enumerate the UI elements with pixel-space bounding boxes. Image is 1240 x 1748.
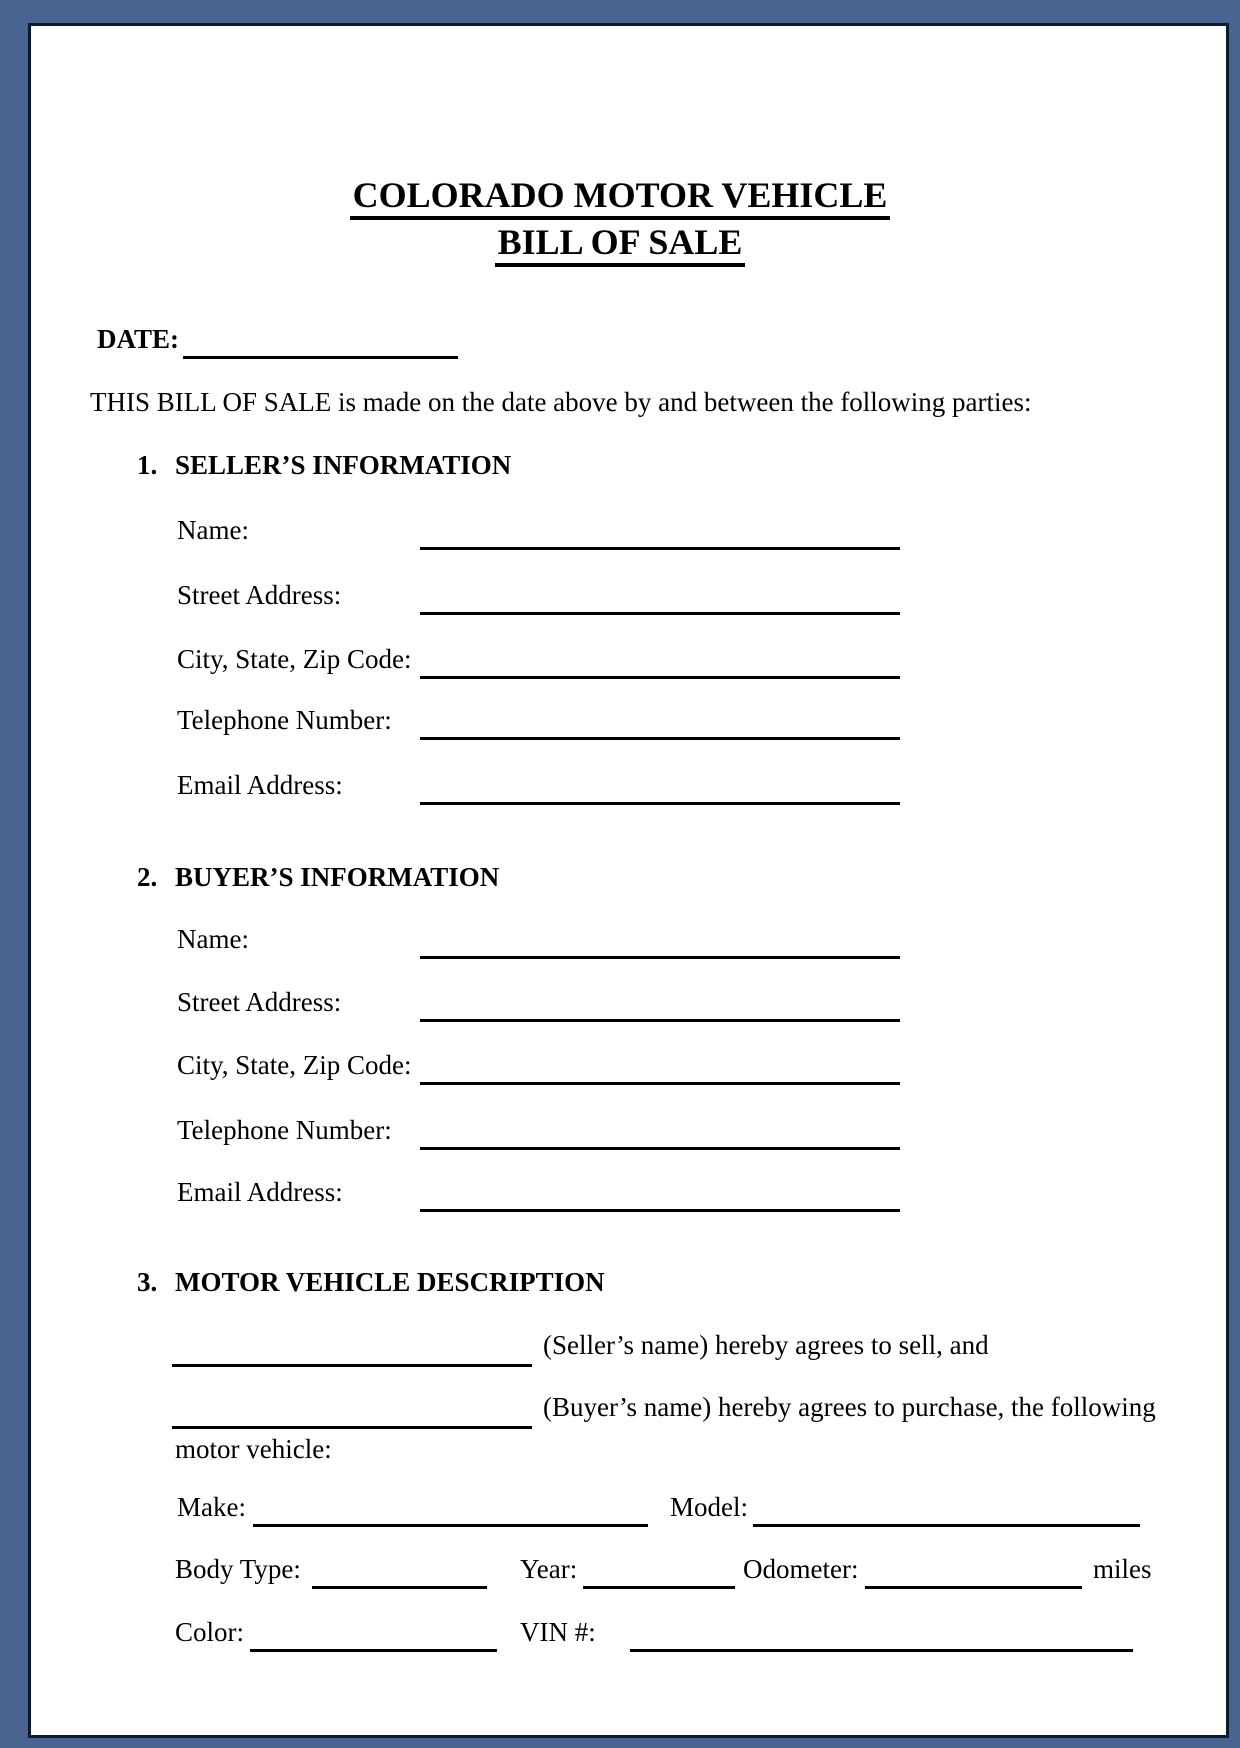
seller-name-line[interactable]: [420, 513, 900, 550]
seller-clause-name-line[interactable]: [172, 1330, 532, 1367]
odometer-line[interactable]: [865, 1552, 1082, 1589]
section-3-heading-text: MOTOR VEHICLE DESCRIPTION: [175, 1267, 605, 1297]
seller-name-label: Name:: [177, 515, 249, 545]
buyer-email-label: Email Address:: [177, 1177, 343, 1207]
document-title-line1: COLORADO MOTOR VEHICLE: [350, 175, 891, 220]
seller-email-line[interactable]: [420, 768, 900, 805]
seller-phone-label: Telephone Number:: [177, 705, 392, 735]
year-line[interactable]: [583, 1552, 735, 1589]
buyer-city-label: City, State, Zip Code:: [177, 1050, 412, 1080]
document-title-line1-row: [0, 173, 1240, 220]
buyer-phone-line[interactable]: [420, 1113, 900, 1150]
seller-email-label: Email Address:: [177, 770, 343, 800]
section-1-heading-text: SELLER’S INFORMATION: [175, 450, 512, 480]
buyer-clause-text: (Buyer’s name) hereby agrees to purchase, the following: [543, 1392, 1156, 1422]
section-1-heading: [137, 448, 511, 482]
intro-paragraph: THIS BILL OF SALE is made on the date above by and between the following parties:: [90, 387, 1032, 417]
model-line[interactable]: [753, 1490, 1140, 1527]
make-label: Make:: [177, 1492, 246, 1522]
seller-clause-text: (Seller’s name) hereby agrees to sell, and: [543, 1330, 989, 1360]
buyer-clause-continuation: motor vehicle:: [175, 1434, 332, 1464]
vin-line[interactable]: [630, 1615, 1133, 1652]
buyer-street-label: Street Address:: [177, 987, 342, 1017]
seller-street-label: Street Address:: [177, 580, 342, 610]
seller-phone-line[interactable]: [420, 703, 900, 740]
section-2-heading: [137, 860, 499, 894]
miles-suffix-label: miles: [1093, 1554, 1152, 1584]
odometer-label: Odometer:: [743, 1554, 859, 1584]
buyer-email-line[interactable]: [420, 1175, 900, 1212]
buyer-city-line[interactable]: [420, 1048, 900, 1085]
document-title-line2: BILL OF SALE: [495, 222, 746, 267]
date-label: DATE:: [97, 324, 180, 354]
color-label: Color:: [175, 1617, 245, 1647]
vin-label: VIN #:: [520, 1617, 596, 1647]
buyer-phone-label: Telephone Number:: [177, 1115, 392, 1145]
document-title: [0, 173, 1240, 267]
document-title-line2-row: [0, 220, 1240, 267]
model-label: Model:: [670, 1492, 748, 1522]
color-line[interactable]: [250, 1615, 497, 1652]
make-line[interactable]: [253, 1490, 648, 1527]
date-line[interactable]: [183, 322, 458, 359]
section-1-number: 1.: [137, 450, 158, 480]
body-type-line[interactable]: [312, 1552, 487, 1589]
buyer-name-line[interactable]: [420, 922, 900, 959]
section-3-heading: [137, 1265, 605, 1299]
seller-city-label: City, State, Zip Code:: [177, 644, 412, 674]
seller-street-line[interactable]: [420, 578, 900, 615]
year-label: Year:: [520, 1554, 578, 1584]
buyer-name-label: Name:: [177, 924, 249, 954]
seller-city-line[interactable]: [420, 642, 900, 679]
body-type-label: Body Type:: [175, 1554, 301, 1584]
buyer-clause-name-line[interactable]: [172, 1392, 532, 1429]
section-2-number: 2.: [137, 862, 158, 892]
section-2-heading-text: BUYER’S INFORMATION: [175, 862, 500, 892]
section-3-number: 3.: [137, 1267, 158, 1297]
buyer-street-line[interactable]: [420, 985, 900, 1022]
